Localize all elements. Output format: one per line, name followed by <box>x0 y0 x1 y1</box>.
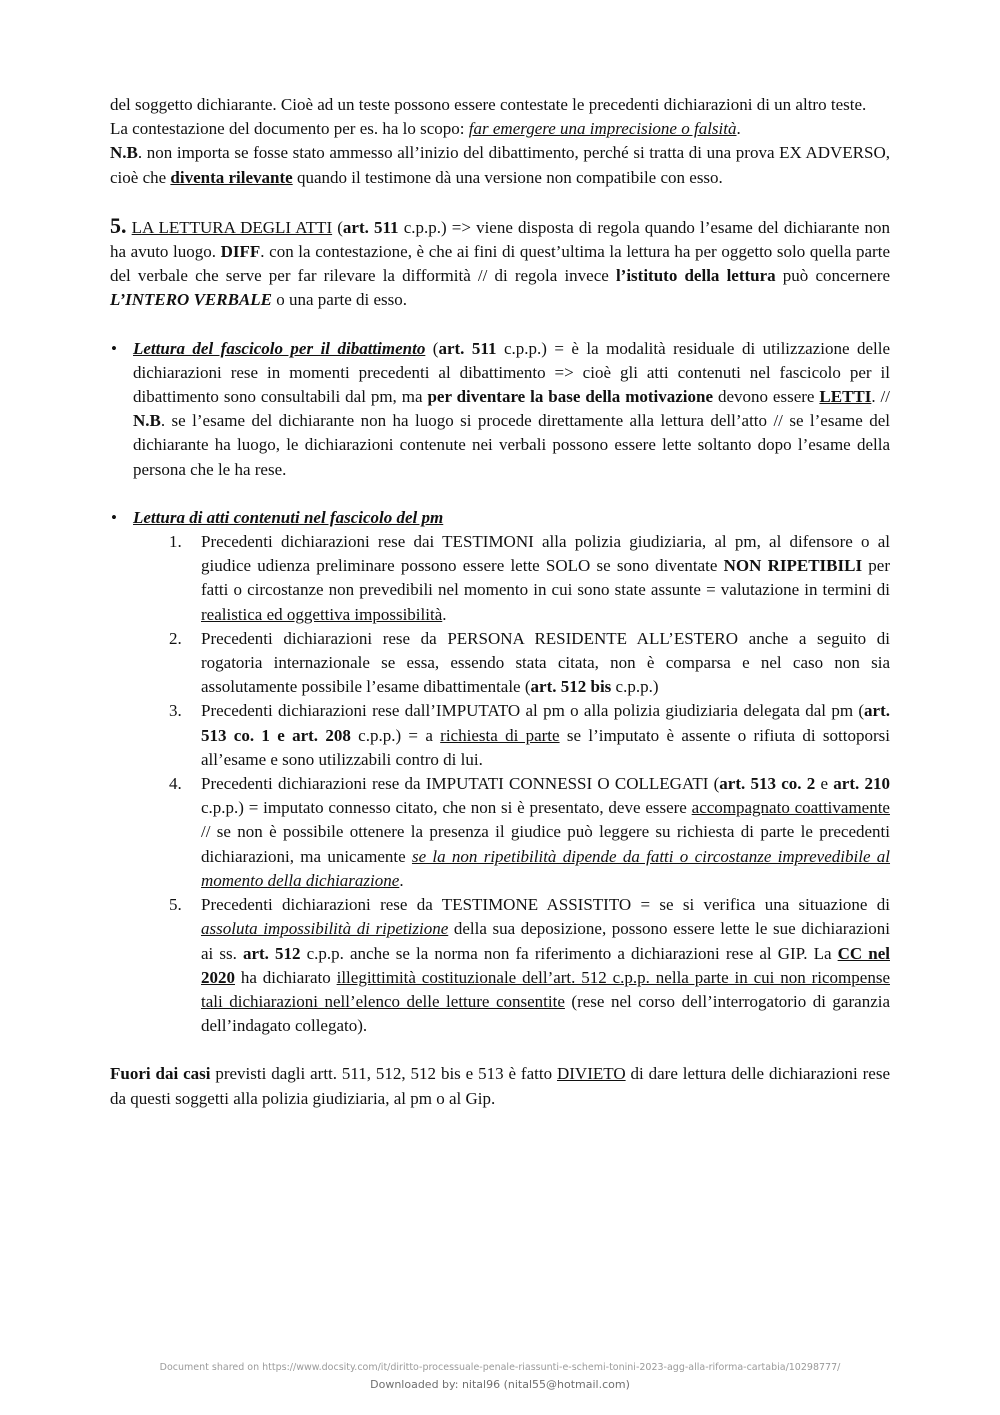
bullet-icon: • <box>111 507 117 527</box>
bullet-header <box>110 506 890 530</box>
list-number: 3. <box>169 701 182 721</box>
emphasis-text: far emergere una imprecisione o falsità <box>468 119 737 139</box>
section-number: 5. <box>110 212 127 238</box>
section-5-paragraph: 5. LA LETTURA DEGLI ATTI (art. 511 c.p.p.) => viene disposta di regola quando l’esame del dichiarante non ha avuto luogo. DIFF. con la contestazione, è che ai fini di quest’ultima la lettura ha per oggetto solo quella parte del verbale che serve per far rilevare la difformità // di regola invece l’istituto della lettura può concernere L’INTERO VERBALE o una parte di esso. <box>110 212 890 310</box>
intro-line-a: del soggetto dichiarante. Cioè ad un teste possono essere contestate le precedenti dichiarazioni di un altro teste. <box>110 95 867 114</box>
section-title: LA LETTURA DEGLI ATTI <box>131 217 333 237</box>
footer-shared-link: Document shared on https://www.docsity.com/it/diritto-processuale-penale-riassunti-e-schemi-tonini-2023-agg-alla-riforma-cartabia/10298777/ <box>159 1362 841 1373</box>
list-item: 5. Precedenti dichiarazioni rese da TESTIMONE ASSISTITO = se si verifica una situazione di assoluta impossibilità di ripetizione della sua deposizione, possono essere lette le sue dichiarazioni ai ss. art. 512 c.p.p. anche se la norma non fa riferimento a dichiarazioni rese al GIP. La CC nel 2020 ha dichiarato illegittimità costituzionale dell’art. 512 c.p.p. nella parte in cui non ricompense tali dichiarazioni nell’elenco delle letture consentite (rese nel corso dell’interrogatorio di garanzia dell’indagato collegato). <box>169 895 891 1036</box>
list-number: 4. <box>169 774 182 794</box>
numbered-list <box>110 530 890 1038</box>
bullet-lettura-fascicolo-pm <box>110 506 890 1038</box>
footer-downloaded-by: Downloaded by: nital96 (nital55@hotmail.com) <box>370 1378 630 1391</box>
list-number: 5. <box>169 895 182 915</box>
bullet-icon: • <box>111 338 117 358</box>
document-body <box>110 93 890 1135</box>
list-number: 1. <box>169 532 182 552</box>
list-item: 1. Precedenti dichiarazioni rese dai TESTIMONI alla polizia giudiziaria, al pm, al difensore o al giudice udienza preliminare possono essere lette SOLO se sono diventate NON RIPETIBILI per fatti o circostanze non prevedibili nel momento in cui sono state assunte = valutazione in termini di realistica ed oggettiva impossibilità. <box>169 532 890 624</box>
bullet-lettura-fascicolo-dibattimento <box>110 337 890 482</box>
list-item: 3. Precedenti dichiarazioni rese dall’IMPUTATO al pm o alla polizia giudiziaria delegata dal pm (art. 513 co. 1 e art. 208 c.p.p.) = a richiesta di parte se l’imputato è assente o rifiuta di sottoporsi all’esame e sono utilizzabili contro di lui. <box>169 701 890 769</box>
bullet-paragraph: Lettura del fascicolo per il dibattimento (art. 511 c.p.p.) = è la modalità residuale di utilizzazione delle dichiarazioni rese in momenti precedenti al dibattimento => cioè gli atti contenuti nel fascicolo per il dibattimento sono consultabili dal pm, ma per diventare la base della motivazione devono essere LETTI. // N.B. se l’esame del dichiarante non ha luogo si procede direttamente alla lettura dell’atto // se l’esame del dichiarante ha luogo, le dichiarazioni contenute nei verbali possono essere lette soltanto dopo l’esame della persona che le ha rese. <box>133 338 890 479</box>
list-item: 2. Precedenti dichiarazioni rese da PERSONA RESIDENTE ALL’ESTERO anche a seguito di rogatoria internazionale se essa, essendo stata citata, non è comparsa e nel caso non sia assolutamente possibile l’esame dibattimentale (art. 512 bis c.p.p.) <box>169 628 890 697</box>
list-number: 2. <box>169 628 182 648</box>
bullet-title: Lettura del fascicolo per il dibattimento <box>133 338 426 358</box>
list-item: 4. Precedenti dichiarazioni rese da IMPUTATI CONNESSI O COLLEGATI (art. 513 co. 2 e art. 210 c.p.p.) = imputato connesso citato, che non si è presentato, deve essere accompagnato coattivamente // se non è possibile ottenere la presenza il giudice può leggere su richiesta di parte le precedenti dichiarazioni, ma unicamente se la non ripetibilità dipende da fatti o circostanze imprevedibile al momento della dichiarazione. <box>169 774 891 890</box>
section-5 <box>110 214 890 313</box>
closing-block <box>110 1062 890 1110</box>
bullet-title: Lettura di atti contenuti nel fascicolo del pm <box>133 507 444 527</box>
closing-paragraph: Fuori dai casi previsti dagli artt. 511, 512, 512 bis e 513 è fatto DIVIETO di dare lettura delle dichiarazioni rese da questi soggetti alla polizia giudiziaria, al pm o al Gip. <box>110 1064 890 1108</box>
intro-line-b: La contestazione del documento per es. ha lo scopo: far emergere una imprecisione o falsità. <box>110 119 741 139</box>
intro-block <box>110 93 890 190</box>
intro-line-c: N.B. non importa se fosse stato ammesso all’inizio del dibattimento, perché si tratta di una prova EX ADVERSO, cioè che diventa rilevante quando il testimone dà una versione non compatibile con esso. <box>110 143 890 187</box>
